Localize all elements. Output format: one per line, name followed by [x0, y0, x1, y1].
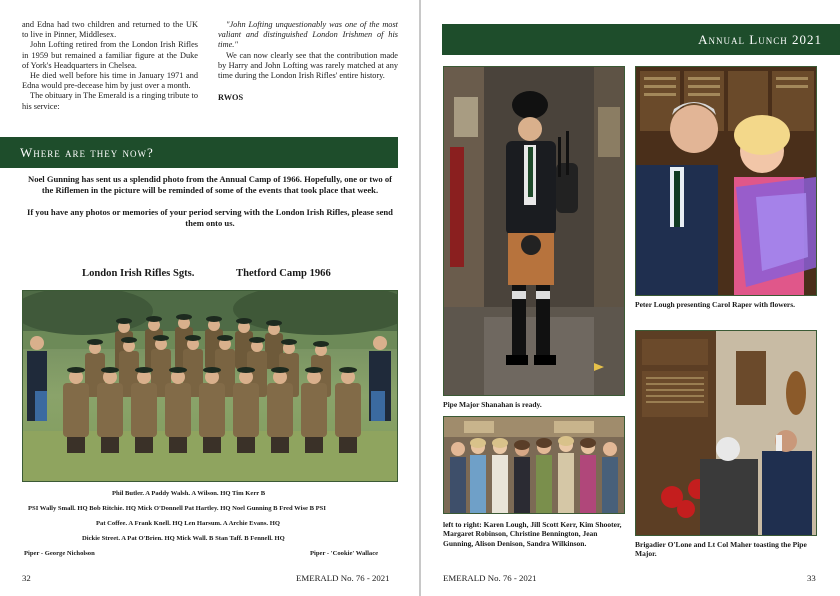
caption-toast: Brigadier O'Lone and Lt Col Maher toasting the Pipe Major. — [635, 540, 807, 559]
names-row: Dickie Street. A Pat O'Brien. HQ Mick Wall. B Stan Taff. B Fennell. HQ — [82, 535, 285, 542]
article-column-1 — [22, 20, 198, 112]
section-banner: Where are they now? — [0, 137, 398, 168]
intro-paragraph: If you have any photos or memories of your period serving with the London Irish Rifles, please send them onto us. — [27, 207, 393, 228]
piper-right-name: Piper - 'Cookie' Wallace — [310, 550, 379, 557]
peter-lough-photo — [635, 66, 817, 296]
page-number: 33 — [807, 573, 816, 583]
article-column-2 — [218, 20, 398, 103]
paragraph: He died well before his time in January 1971 and Edna would pre-decease him by just over a month. — [22, 71, 198, 91]
caption-group: left to right: Karen Lough, Jill Scott Kerr, Kim Shooter, Margaret Robinson, Christine Bennington, Jean Gunning, Alison Denison, Sandra Wilkinson. — [443, 520, 622, 548]
piper-left-name: Piper - George Nicholson — [24, 550, 95, 557]
footer-title: EMERALD No. 76 - 2021 — [443, 573, 537, 583]
page-number: 32 — [22, 573, 31, 583]
intro-paragraph: Noel Gunning has sent us a splendid photo from the Annual Camp of 1966. Hopefully, one or two of the Riflemen in the picture will be reminded of some of the events that took place that week. — [27, 174, 393, 195]
photo-title-left: London Irish Rifles Sgts. — [82, 268, 195, 279]
group-photo-image — [23, 291, 398, 482]
paragraph: John Lofting retired from the London Irish Rifles in 1959 but remained a familiar figure at the Duke of York's Headquarters in Chelsea. — [22, 40, 198, 70]
section-banner: Annual Lunch 2021 — [442, 24, 840, 55]
toast-image — [636, 331, 817, 536]
paragraph: We can now clearly see that the contribution made by Harry and John Lofting was rarely matched at any time during the London Irish Rifles' entire history. — [218, 50, 398, 81]
left-page — [0, 0, 419, 596]
names-row: Pat Coffee. A Frank Knell. HQ Len Harsum. A Archie Evans. HQ — [96, 520, 280, 527]
footer-title: EMERALD No. 76 - 2021 — [296, 573, 390, 583]
toast-photo — [635, 330, 817, 536]
photo-title-right: Thetford Camp 1966 — [236, 268, 331, 279]
names-row: PSI Wally Small. HQ Bob Ritchie. HQ Mick O'Donnell Pat Hartley. HQ Noel Gunning B Fred Wise B PSI — [28, 505, 326, 512]
author-signature: RWOS — [218, 93, 244, 103]
paragraph: and Edna had two children and returned to the UK to live in Pinner, Middlesex. — [22, 20, 198, 40]
right-page — [421, 0, 840, 596]
caption-piper: Pipe Major Shanahan is ready. — [443, 400, 542, 409]
sergeants-group-photo — [22, 290, 398, 482]
paragraph: The obituary in The Emerald is a ringing tribute to his service: — [22, 91, 198, 111]
peter-lough-image — [636, 67, 817, 296]
pipe-major-photo — [443, 66, 625, 396]
caption-lough: Peter Lough presenting Carol Raper with flowers. — [635, 300, 796, 309]
names-row: Phil Butler. A Paddy Walsh. A Wilson. HQ Tim Kerr B — [112, 490, 266, 497]
pipe-major-image — [444, 67, 625, 396]
obituary-quote: "John Lofting unquestionably was one of the most valiant and distinguished London Irishmen of his time." — [218, 20, 398, 50]
section-intro — [22, 174, 398, 229]
ladies-group-image — [444, 417, 625, 514]
ladies-group-photo — [443, 416, 625, 514]
